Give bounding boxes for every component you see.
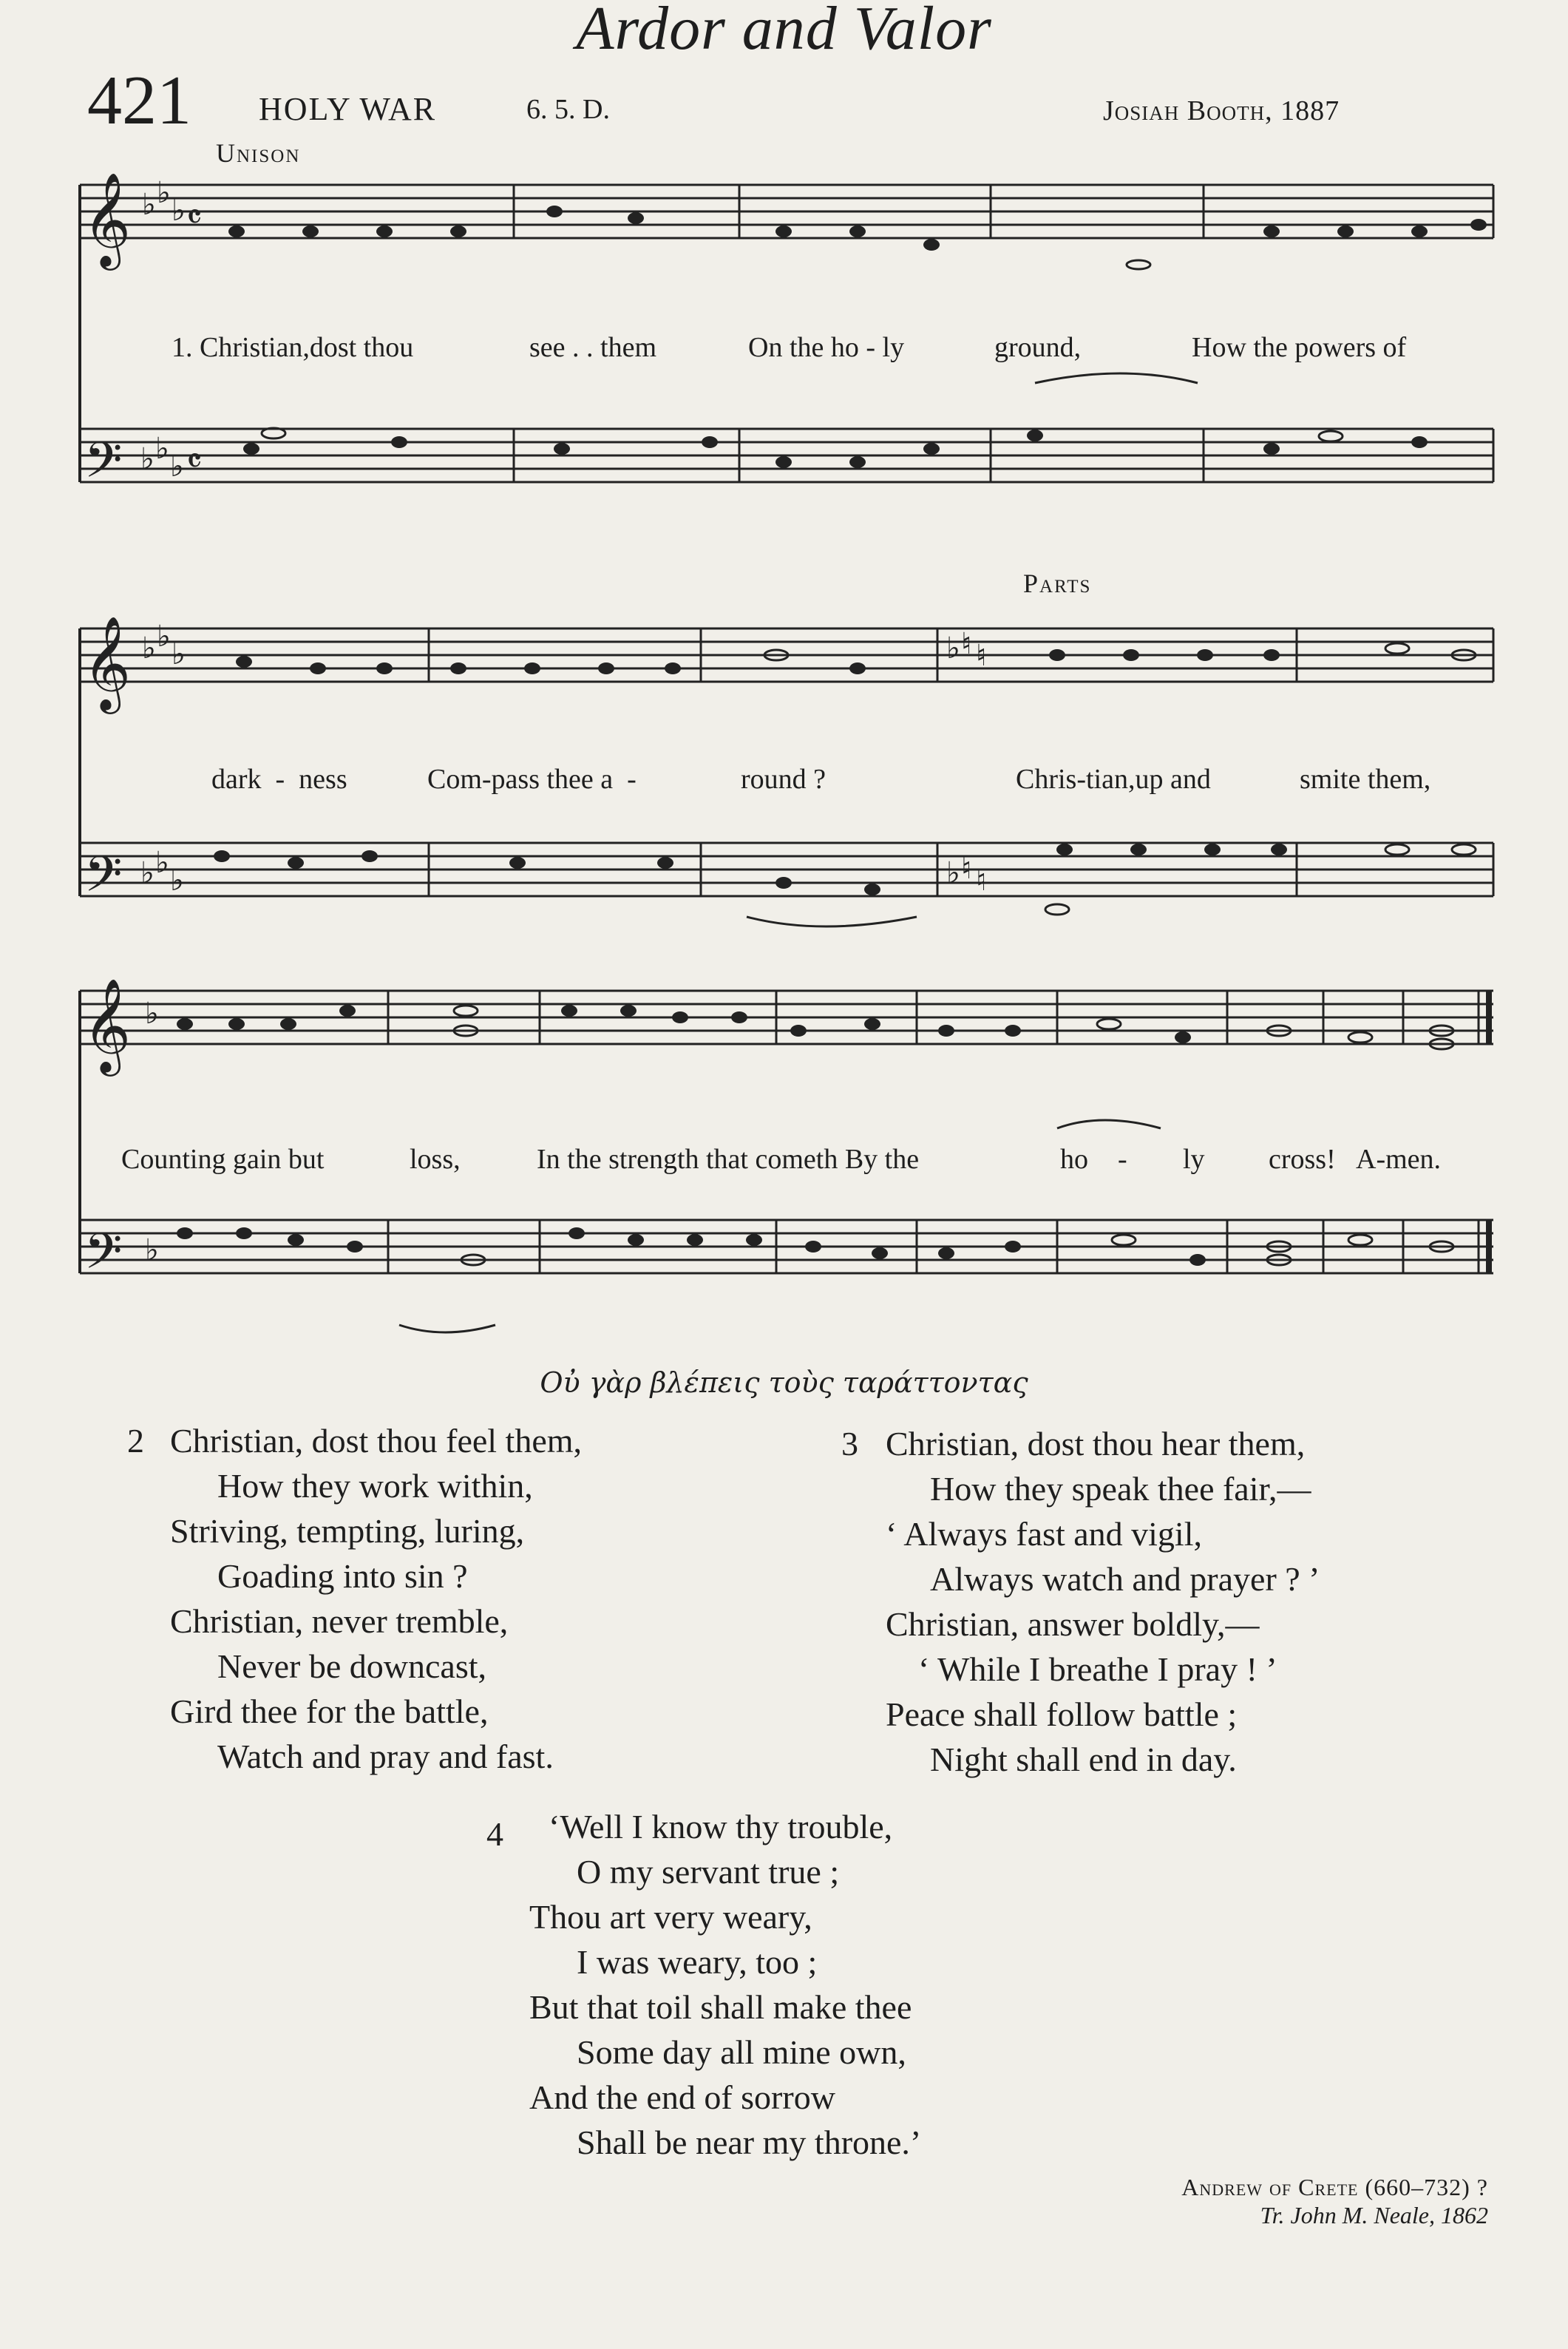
lyric-s3-6: ly xyxy=(1183,1144,1205,1175)
verse-2 xyxy=(170,1418,582,1779)
svg-text:𝄞: 𝄞 xyxy=(83,977,132,1072)
lyric-s3-7: cross! xyxy=(1269,1144,1336,1175)
lyric-s3-3: In the strength that cometh By the xyxy=(537,1144,920,1175)
verse-line: Watch and pray and fast. xyxy=(217,1738,554,1775)
svg-text:♭: ♭ xyxy=(170,450,184,484)
verse-line: Thou art very weary, xyxy=(529,1898,812,1936)
svg-text:♭: ♭ xyxy=(170,864,184,898)
svg-text:♭: ♭ xyxy=(157,176,171,210)
svg-text:♭: ♭ xyxy=(140,856,155,890)
meter: 6. 5. D. xyxy=(526,94,610,125)
verse-line: ‘ While I breathe I pray ! ’ xyxy=(918,1650,1277,1688)
verse-number-4: 4 xyxy=(486,1815,503,1853)
verse-line: Christian, never tremble, xyxy=(170,1602,509,1640)
hymn-number: 421 xyxy=(87,62,191,139)
svg-text:♭: ♭ xyxy=(172,637,186,671)
lyric-s1-3: On the ho - ly xyxy=(748,332,905,363)
verse-line: ‘ Always fast and vigil, xyxy=(886,1515,1202,1553)
svg-text:𝄴: 𝄴 xyxy=(186,441,203,482)
verse-line: Peace shall follow battle ; xyxy=(886,1695,1238,1733)
tune-name: HOLY WAR xyxy=(259,91,437,127)
svg-text:𝄴: 𝄴 xyxy=(186,197,203,238)
svg-text:♭: ♭ xyxy=(140,442,155,476)
svg-text:♭: ♭ xyxy=(145,1233,159,1267)
greek-epigraph: Οὐ γὰρ βλέπεις τοὺς ταράττοντας xyxy=(540,1366,1028,1399)
svg-text:♭: ♭ xyxy=(155,432,169,466)
verse-3 xyxy=(886,1421,1320,1782)
svg-text:♭: ♭ xyxy=(946,856,960,890)
verse-number-2: 2 xyxy=(127,1422,144,1460)
lyric-s2-4: Chris-tian,up and xyxy=(1016,764,1211,795)
lyric-s3-8: A-men. xyxy=(1356,1144,1442,1175)
author-credit: Andrew of Crete (660–732) ? xyxy=(1181,2174,1488,2200)
verse-line: Never be downcast, xyxy=(217,1647,487,1685)
svg-text:𝄢: 𝄢 xyxy=(84,432,123,501)
svg-text:♭: ♭ xyxy=(155,846,169,880)
section-title: Ardor and Valor xyxy=(576,0,992,63)
composer: Josiah Booth, 1887 xyxy=(1103,95,1340,126)
svg-text:♮: ♮ xyxy=(961,852,972,886)
verse-line: Striving, tempting, luring, xyxy=(170,1512,525,1550)
lyric-s1-2: see . . them xyxy=(529,332,657,363)
unison-label: Unison xyxy=(216,138,301,168)
verse-line: Always watch and prayer ? ’ xyxy=(930,1560,1320,1598)
translator-credit: Tr. John M. Neale, 1862 xyxy=(1260,2202,1488,2228)
lyric-s1-5: How the powers of xyxy=(1192,332,1407,363)
svg-text:𝄞: 𝄞 xyxy=(83,172,132,266)
verse-line: Night shall end in day. xyxy=(930,1740,1237,1778)
svg-text:♮: ♮ xyxy=(976,864,987,898)
verse-line: Goading into sin ? xyxy=(217,1557,468,1595)
verse-line: But that toil shall make thee xyxy=(529,1988,912,2026)
lyric-s1-1: 1. Christian,dost thou xyxy=(172,332,414,363)
lyric-s3-1: Counting gain but xyxy=(121,1144,325,1175)
svg-text:♭: ♭ xyxy=(142,188,156,222)
lyric-s2-1: dark - ness xyxy=(211,764,347,795)
svg-text:♮: ♮ xyxy=(976,639,987,673)
svg-text:♭: ♭ xyxy=(946,631,960,665)
svg-text:♭: ♭ xyxy=(145,997,159,1031)
verse-line: Some day all mine own, xyxy=(577,2033,906,2071)
verse-line: Shall be near my throne.’ xyxy=(577,2123,922,2161)
music-system-1 xyxy=(74,170,1501,569)
svg-text:𝄞: 𝄞 xyxy=(83,615,132,710)
verse-line: Christian, dost thou hear them, xyxy=(886,1425,1306,1462)
lyric-s1-4: ground, xyxy=(994,332,1082,363)
lyric-s3-5: - xyxy=(1118,1144,1127,1175)
parts-label: Parts xyxy=(1023,569,1092,598)
lyric-s3-2: loss, xyxy=(410,1144,461,1175)
verse-4 xyxy=(529,1804,921,2165)
svg-text:♭: ♭ xyxy=(172,194,186,228)
verse-line: Christian, dost thou feel them, xyxy=(170,1422,583,1460)
lyric-s3-4: ho xyxy=(1060,1144,1088,1175)
lyric-s2-5: smite them, xyxy=(1300,764,1431,795)
lyric-s2-2: Com-pass thee a - xyxy=(427,764,637,795)
svg-text:♭: ♭ xyxy=(157,620,171,654)
svg-text:𝄢: 𝄢 xyxy=(84,1223,123,1292)
verse-line: ‘Well I know thy trouble, xyxy=(549,1808,893,1845)
svg-text:𝄢: 𝄢 xyxy=(84,846,123,915)
verse-line: O my servant true ; xyxy=(577,1853,840,1891)
verse-line: Gird thee for the battle, xyxy=(170,1692,489,1730)
svg-text:♮: ♮ xyxy=(961,627,972,661)
svg-text:♭: ♭ xyxy=(142,631,156,665)
verse-number-3: 3 xyxy=(841,1425,858,1462)
verse-line: I was weary, too ; xyxy=(577,1943,818,1981)
verse-line: How they speak thee fair,— xyxy=(930,1470,1311,1508)
verse-line: Christian, answer boldly,— xyxy=(886,1605,1260,1643)
verse-line: How they work within, xyxy=(217,1467,533,1505)
verse-line: And the end of sorrow xyxy=(529,2078,835,2116)
lyric-s2-3: round ? xyxy=(741,764,827,795)
